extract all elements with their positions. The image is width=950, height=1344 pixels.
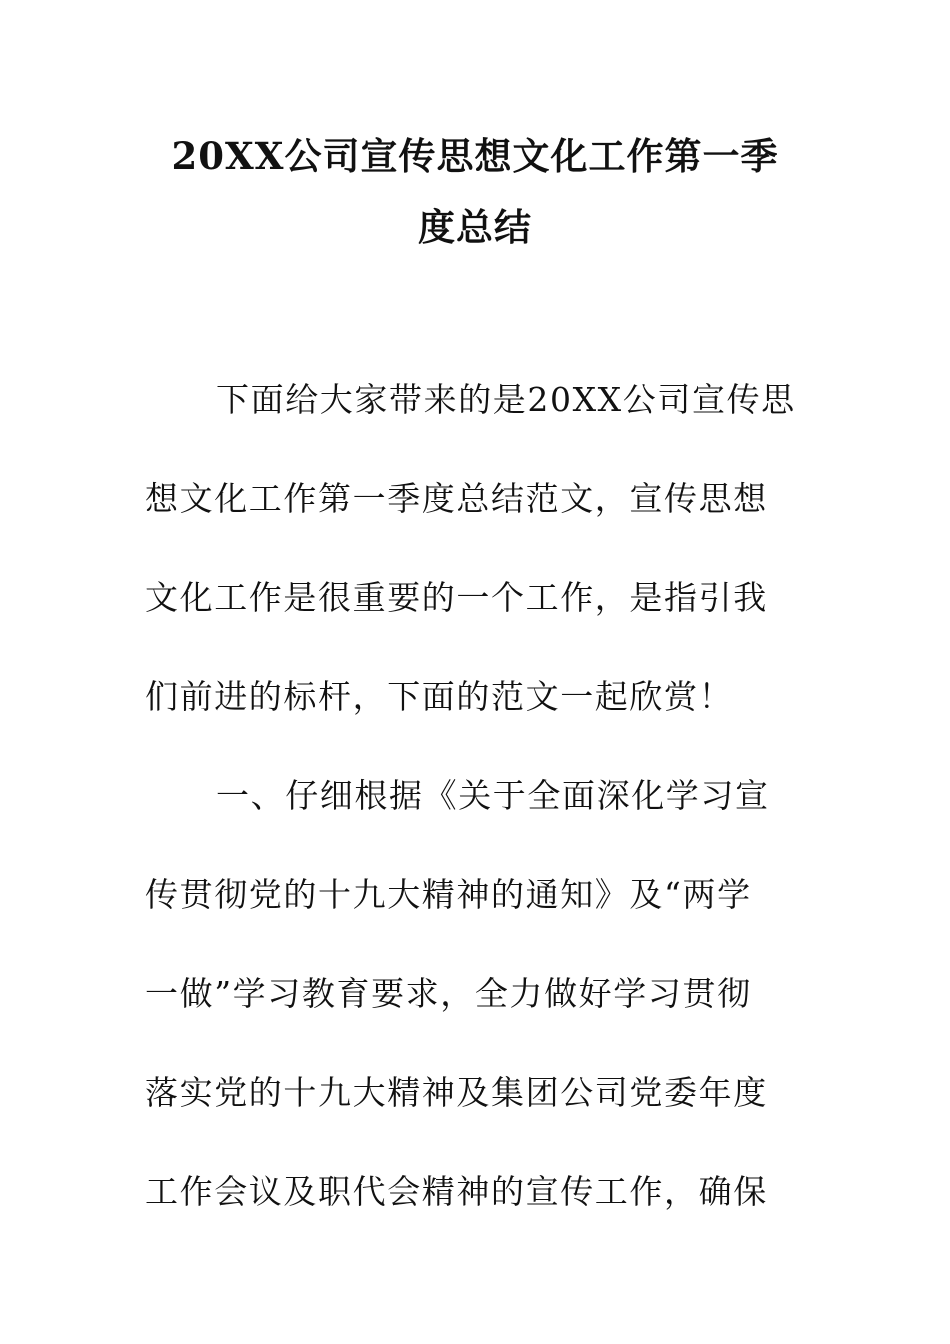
document-title-line-2: 度总结	[418, 205, 532, 249]
body-line-5: 一、仔细根据《关于全面深化学习宣	[216, 776, 770, 815]
body-line-9: 工作会议及职代会精神的宣传工作，确保	[145, 1172, 768, 1211]
body-line-3: 文化工作是很重要的一个工作，是指引我	[145, 578, 768, 617]
document-title-line-1: 20XX公司宣传思想文化工作第一季	[171, 134, 779, 178]
body-line-7: 一做”学习教育要求，全力做好学习贯彻	[145, 974, 752, 1013]
body-line-2: 想文化工作第一季度总结范文，宣传思想	[145, 479, 768, 518]
body-line-8: 落实党的十九大精神及集团公司党委年度	[145, 1073, 768, 1112]
body-line-1: 下面给大家带来的是20XX公司宣传思	[216, 380, 796, 419]
body-line-6: 传贯彻党的十九大精神的通知》及“两学	[145, 875, 752, 914]
body-line-4: 们前进的标杆，下面的范文一起欣赏！	[145, 677, 734, 716]
